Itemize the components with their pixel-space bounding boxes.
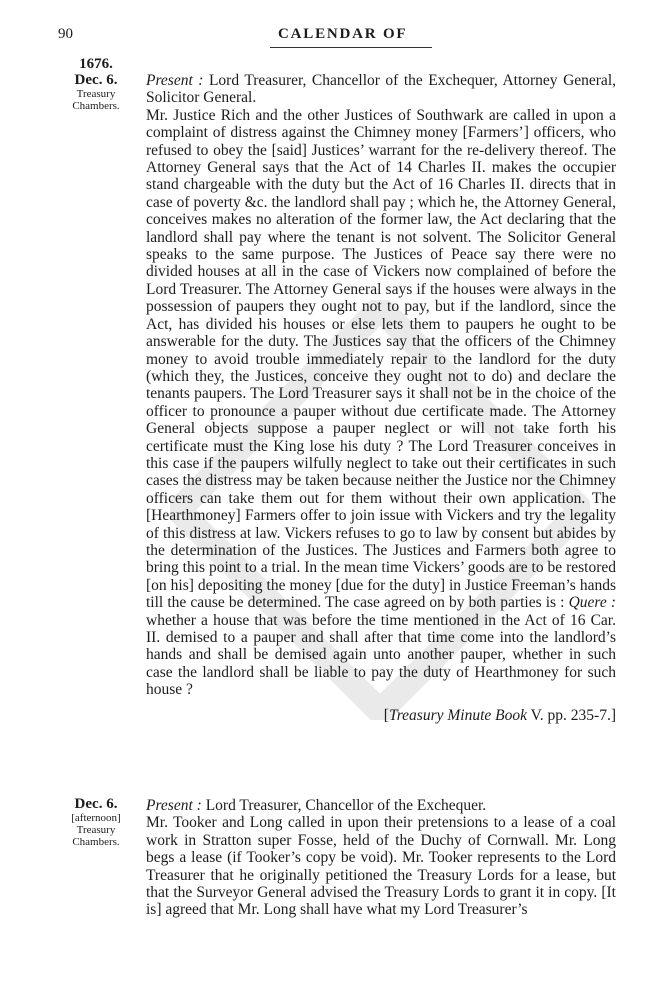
margin-place-line: Treasury xyxy=(76,824,116,836)
quere-label: Quere : xyxy=(568,594,616,612)
margin-year: 1676. xyxy=(79,56,113,72)
paragraph-text-continued: whether a house that was before the time mentioned in the Act of 16 Car. II. demised to a pauper and shall after that time come into the landlord’s hands and shall be demised again unto another pauper, whether in such case the landlord shall be liable to pay the duty of Hearthmoney for such house ? xyxy=(146,611,616,699)
margin-place-line: Treasury xyxy=(76,88,116,100)
paragraph-text: Mr. Tooker and Long called in upon their pretensions to a lease of a coal work in Stratton super Fosse, held of the Duchy of Cornwall. Mr. Long begs a lease (if Tooker’s copy be void). Mr. Tooker represents to the Lord Treasurer that he originally petitioned the Treasury Lords for a lease, but that the Surveyor General advised the Treasury Lords to grant it in copy. [It is] agreed that Mr. Long shall have what my Lord Treasurer’s xyxy=(146,814,616,919)
citation-title: Treasury Minute Book xyxy=(388,706,527,724)
citation-open: [ xyxy=(383,706,389,724)
paragraph-text: Mr. Justice Rich and the other Justices of Southwark are called in upon a complaint of distress against the Chimney money [Farmers’] officers, who refused to obey the [said] Justices’ warrant for the re-delivery thereof. The Attorney General says that the Act of 14 Charles II. makes the occupier stand chargeable with the duty but the Act of 16 Charles II. directs that in case of poverty &c. the landlord shall pay ; which he, the Attorney General, conceives makes no alteration of the former law, the Act declaring that the landlord shall pay where the tenant is not solvent. The Solicitor General speaks to the same purpose. The Justices of Peace say there were no divided houses at all in the case of Vickers now complained of before the Lord Treasurer. The Attorney General says if the houses were always in the possession of paupers they ought not to pay, but if the landlord, since the Act, has divided his houses or else lets them to paupers he ought to be answerable for the duty. The Justices say that the officers of the Chimney money to avoid trouble immediately repair to the landlord for the duty (which they, the Justices, conceive they ought not to do) and declare the tenants paupers. The Lord Treasurer says it shall not be in the choice of the officer to pronounce a pauper without due certificate made. The Attorney General objects suppose a pauper neglect or will not take forth his certificate must the King lose his duty ? The Lord Treasurer conceives in this case if the paupers wilfully neglect to take out their certificates in such cases the distress may be taken because neither the Justice nor the Chimney officers can take them out for them without their own application. The [Hearthmoney] Farmers offer to join issue with Vickers and try the legality of this distress at law. Vickers refuses to go to law by consent but abides by the determination of the Justices. The Justices and Farmers both agree to bring this point to a trial. In the mean time Vickers’ goods are to be restored [on his] depositing the money [due for the duty] in Justice Freeman’s hands till the cause be determined. The case agreed on by both parties is : xyxy=(146,106,616,612)
margin-date: Dec. 6. xyxy=(74,796,118,812)
margin-place-line: Chambers. xyxy=(72,836,120,848)
present-line xyxy=(146,797,616,814)
running-head: CALENDAR OF xyxy=(278,26,408,42)
entry-paragraph xyxy=(146,107,616,699)
entry-1-body xyxy=(146,72,616,724)
margin-note-entry-1 xyxy=(50,56,142,112)
citation-reference: V. pp. 235-7.] xyxy=(527,706,616,724)
page-number: 90 xyxy=(58,26,73,42)
entry-paragraph xyxy=(146,814,616,918)
present-line xyxy=(146,72,616,107)
margin-note-entry-2 xyxy=(50,796,142,848)
present-text: Lord Treasurer, Chancellor of the Exchequer. xyxy=(201,797,487,814)
citation xyxy=(146,707,616,724)
present-label: Present : xyxy=(146,797,202,814)
present-text: Lord Treasurer, Chancellor of the Exchequer, Attorney General, Solicitor General. xyxy=(146,72,616,107)
margin-place-line: [afternoon] xyxy=(71,812,121,824)
margin-date: Dec. 6. xyxy=(74,72,118,88)
entry-2-body xyxy=(146,797,616,919)
header-rule xyxy=(270,47,432,48)
present-label: Present : xyxy=(146,72,204,89)
margin-place-line: Chambers. xyxy=(72,100,120,112)
